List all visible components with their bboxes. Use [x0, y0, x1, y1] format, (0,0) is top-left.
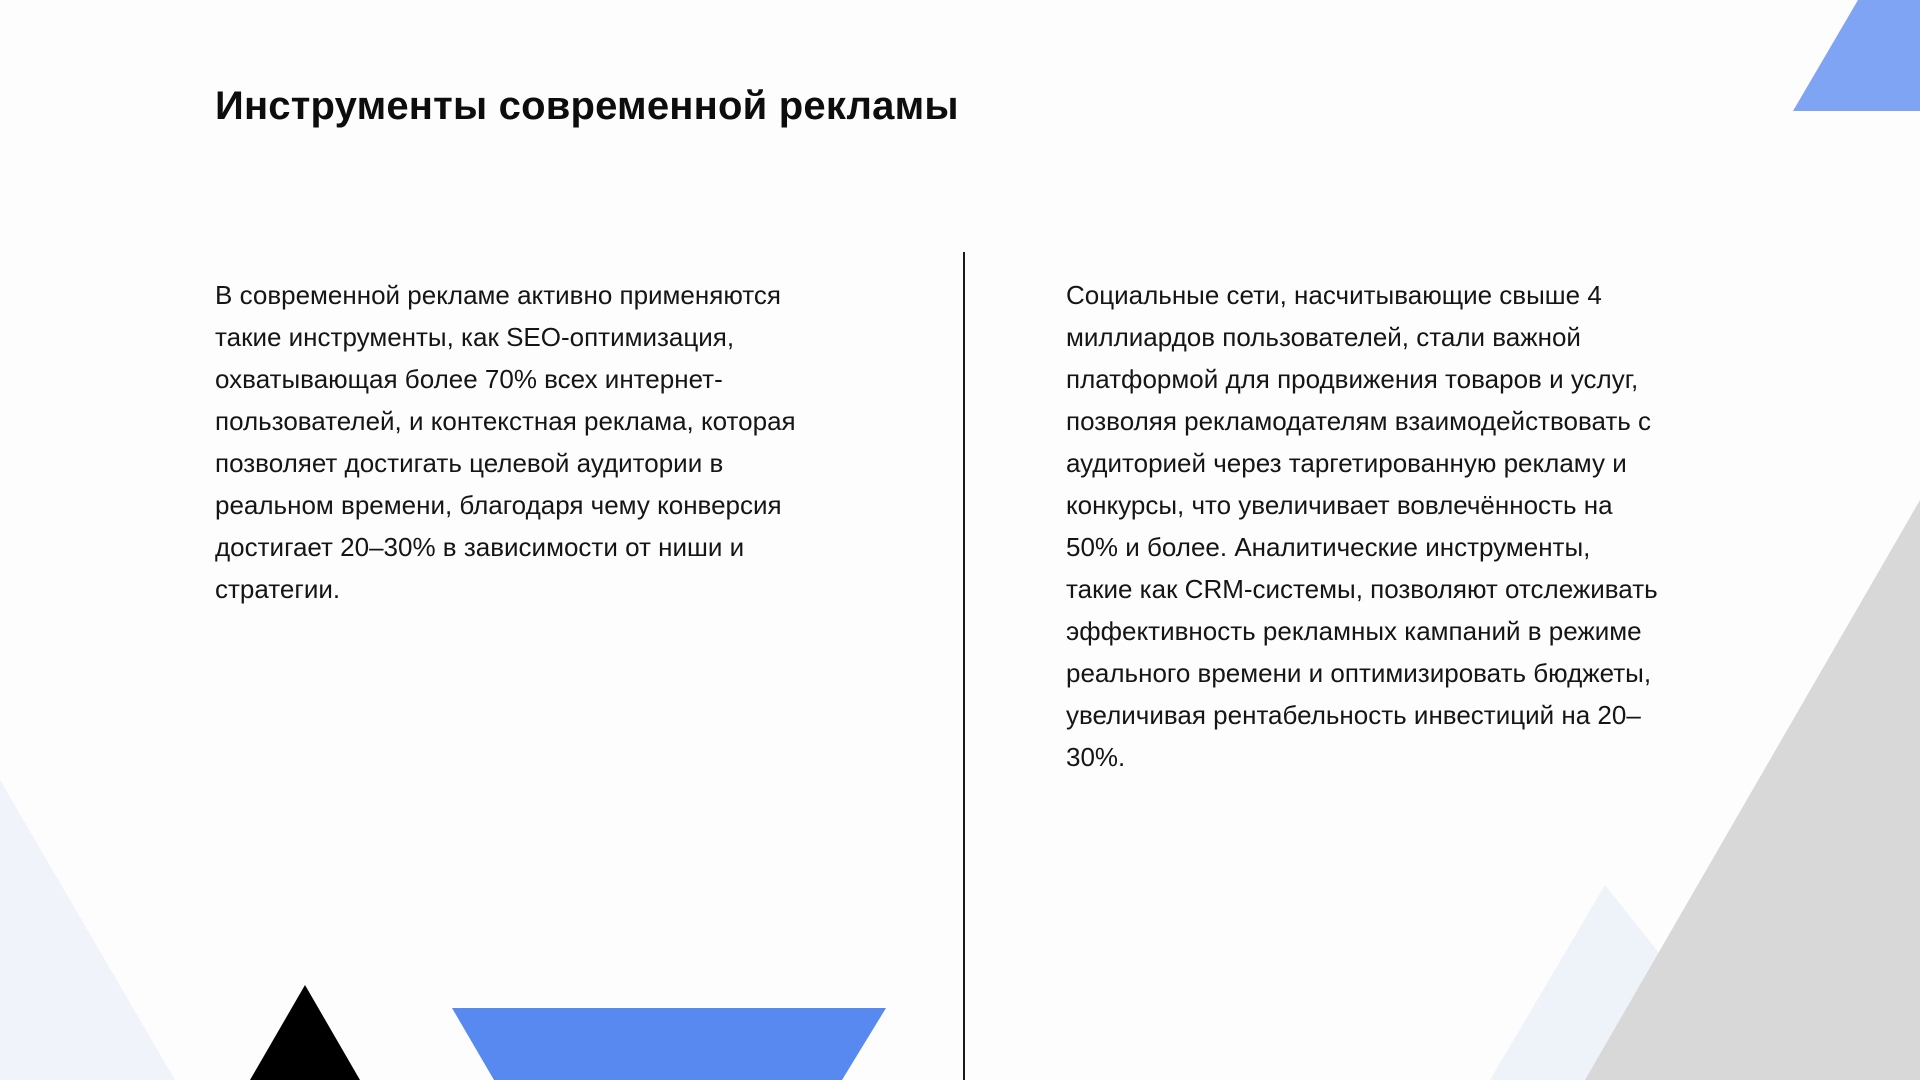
bottom-left-pale-triangle [0, 780, 175, 1080]
right-column-text: Социальные сети, насчитывающие свыше 4 миллиардов пользователей, стали важной платформой для продвижения товаров и услуг, позволяя рекламодателям взаимодействовать с аудиторией через таргетированную рекламу и конкурсы, что увеличивает вовлечённость на 50% и более. Аналитические инструменты, такие как CRM-системы, позволяют отслеживать эффективность рекламных кампаний в режиме реального времени и оптимизировать бюджеты, увеличивая рентабельность инвестиций на 20– 30%. [1066, 280, 1658, 772]
left-column-text: В современной рекламе активно применяются такие инструменты, как SEO-оптимизация, охватывающая более 70% всех интернет- пользователей, и контекстная реклама, которая позволяет достигать целевой аудитории в реальном времени, благодаря чему конверсия достигает 20–30% в зависимости от ниши и стратегии. [215, 280, 796, 604]
bottom-blue-trapezoid [452, 1008, 886, 1080]
column-divider [963, 252, 965, 1080]
bottom-black-triangle [250, 985, 360, 1080]
top-right-blue-shape [1793, 0, 1920, 111]
slide-title: Инструменты современной рекламы [215, 84, 959, 128]
